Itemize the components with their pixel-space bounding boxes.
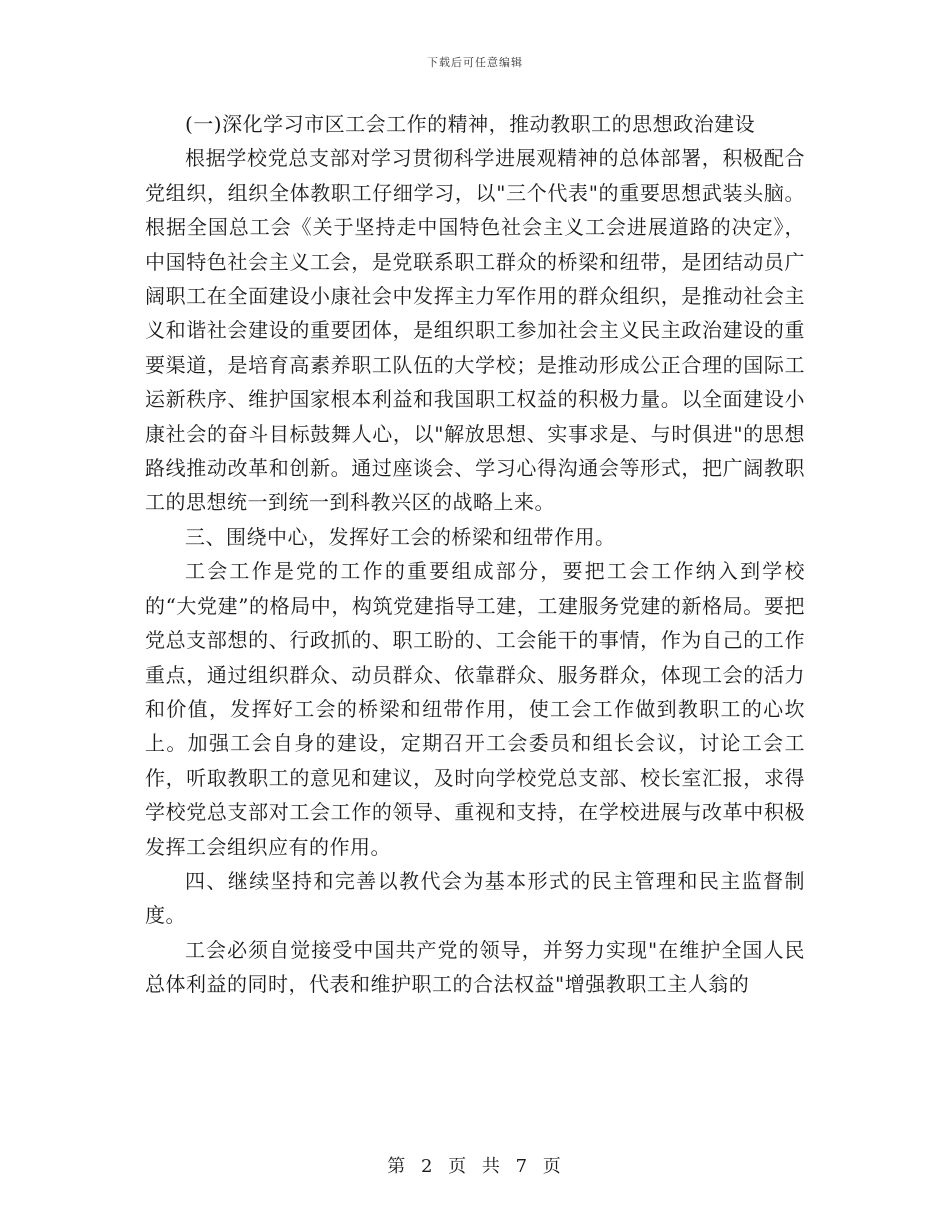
paragraph-union-work: 工会工作是党的工作的重要组成部分，要把工会工作纳入到学校的“大党建”的格局中，构筑党建指导工建，工建服务党建的新格局。要把党总支部想的、行政抓的、职工盼的、工会能干的事情，作为自己的工作重点，通过组织群众、动员群众、依靠群众、服务群众，体现工会的活力和价值，发挥好工会的桥梁和纽带作用，使工会工作做到教职工的心坎上。加强工会自身的建设，定期召开工会委员和组长会议，讨论工会工作，听取教职工的意见和建议，及时向学校党总支部、校长室汇报，求得学校党总支部对工会工作的领导、重视和支持，在学校进展与改革中积极发挥工会组织应有的作用。: [145, 559, 805, 859]
paragraph-study-guidance: 根据学校党总支部对学习贯彻科学进展观精神的总体部署，积极配合党组织，组织全体教职工仔细学习，以"三个代表"的重要思想武装头脑。根据全国总工会《关于坚持走中国特色社会主义工会进展道路的决定》，中国特色社会主义工会，是党联系职工群众的桥梁和纽带，是团结动员广阔职工在全面建设小康社会中发挥主力军作用的群众组织，是推动社会主义和谐社会建设的重要团体，是组织职工参加社会主义民主政治建设的重要渠道，是培育高素养职工队伍的大学校；是推动形成公正合理的国际工运新秩序、维护国家根本利益和我国职工权益的积极力量。以全面建设小康社会的奋斗目标鼓舞人心，以"解放思想、实事求是、与时俱进"的思想路线推动改革和创新。通过座谈会、学习心得沟通会等形式，把广阔教职工的思想统一到统一到科教兴区的战略上来。: [145, 146, 805, 515]
page-number: 第 2 页 共 7 页: [387, 1156, 563, 1177]
paragraph-section-one-heading: (一)深化学习市区工会工作的精神，推动教职工的思想政治建设: [185, 112, 756, 136]
header-note: 下载后可任意编辑: [427, 56, 523, 69]
document-body: [145, 107, 805, 1002]
paragraph-section-three-heading: 三、围绕中心，发挥好工会的桥梁和纽带作用。: [185, 524, 616, 549]
paragraph-party-leadership: 工会必须自觉接受中国共产党的领导，并努力实现"在维护全国人民总体利益的同时，代表和维护职工的合法权益"增强教职工主人翁的: [145, 937, 805, 997]
paragraph-section-four-heading: 四、继续坚持和完善以教代会为基本形式的民主管理和民主监督制度。: [145, 868, 805, 928]
